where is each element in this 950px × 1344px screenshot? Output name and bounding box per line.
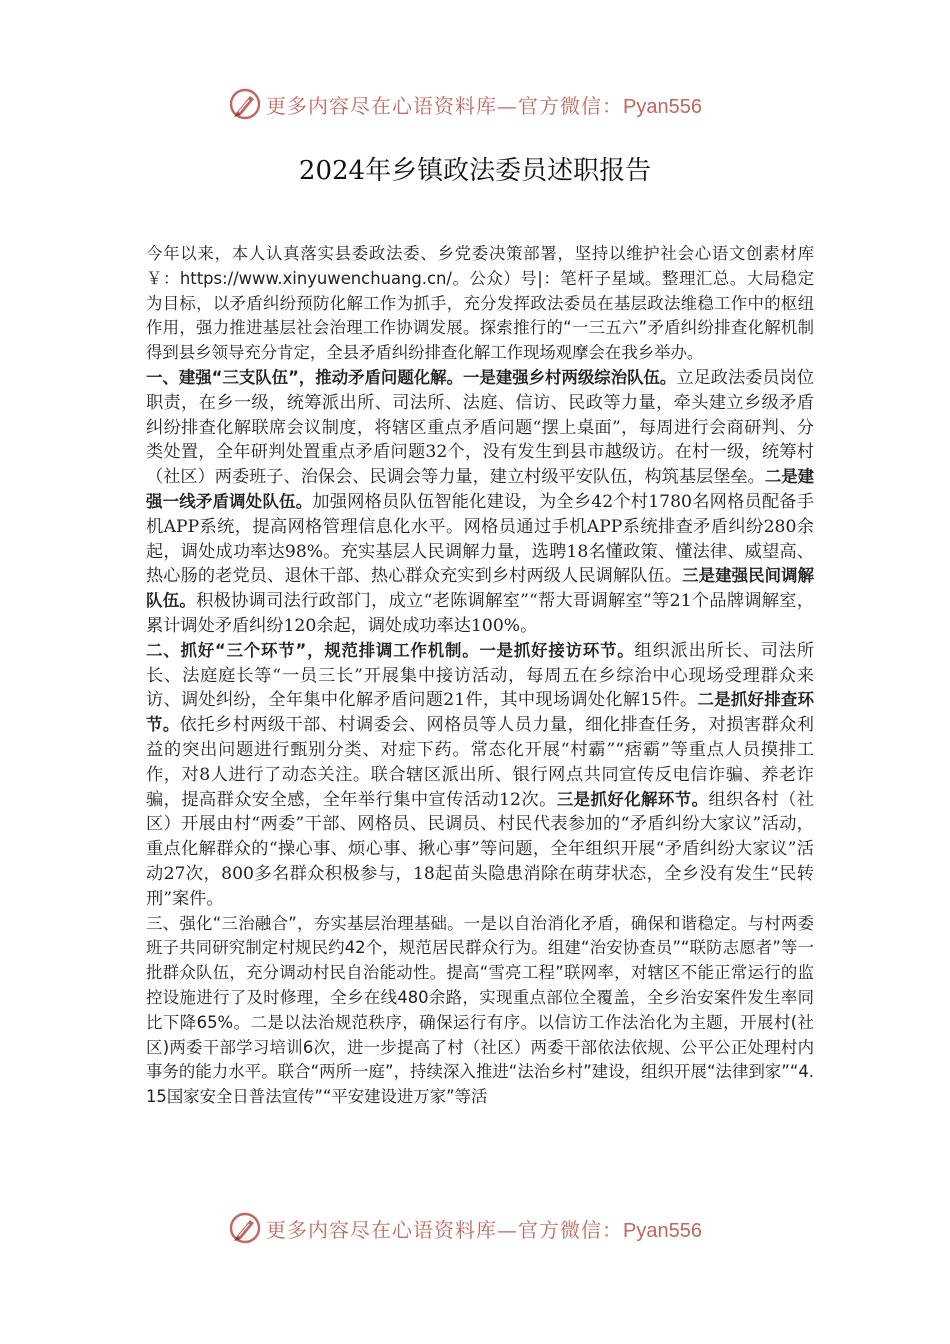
section-2-point-2-text: 依托乡村两级干部、村调委会、网格员等人员力量，细化排查任务，对损害群众利益的突出问题进行甄别分类、对症下药。常态化开展“村霸”“痞霸”等重点人员摸排工作，对8人进行了动态关注。联合辖区派出所、银行网点共同宣传反电信诈骗、养老诈骗，提高群众安全感，全年举行集中宣传活动12次。 [146, 715, 814, 810]
section-2-heading: 二、抓好“三个环节”，规范排调工作机制。 [146, 640, 480, 660]
promo-wechat-id: Pyan556 [623, 1219, 702, 1242]
section-3-paragraph: 三、强化“三治融合”，夯实基层治理基础。一是以自治消化矛盾，确保和谐稳定。与村两委班子共同研究制定村规民约42个，规范居民群众行为。组建“治安协查员”“联防志愿者”等一批群众队伍，充分调动村民自治能动性。提高“雪亮工程”联网率，对辖区不能正常运行的监控设施进行了及时修理，全乡在线480余路，实现重点部位全覆盖，全乡治安案件发生率同比下降65%。二是以法治规范秩序，确保运行有序。以信访工作法治化为主题，开展村(社区)两委干部学习培训6次，进一步提高了村（社区）两委干部依法依规、公平公正处理村内事务的能力水平。联合“两所一庭”，持续深入推进“法治乡村”建设，组织开展“法律到家”“4.15国家安全日普法宣传”“平安建设进万家”等活 [146, 913, 814, 1107]
section-1-point-1-title: 一是建强乡村两级综治队伍。 [463, 367, 677, 387]
promo-banner-bottom [228, 1208, 728, 1248]
document-title: 2024年乡镇政法委员述职报告 [298, 156, 652, 186]
section-2-point-3-text: 组织各村（社区）开展由村“两委”干部、网格员、民调员、村民代表参加的“矛盾纠纷大家议”活动，重点化解群众的“操心事、烦心事、揪心事”等问题，全年组织开展“矛盾纠纷大家议”活动27次，800多名群众积极参与，18起苗头隐患消除在萌芽状态，全乡没有发生“民转刑”案件。 [146, 789, 814, 909]
intro-paragraph: 今年以来，本人认真落实县委政法委、乡党委决策部署，坚持以维护社会心语文创素材库￥：https://www.xinyuwenchuang.cn/。公众）号|：笔杆子星域。整理汇总。大局稳定为目标，以矛盾纠纷预防化解工作为抓手，充分发挥政法委员在基层政法维稳工作中的枢纽作用，强力推进基层社会治理工作协调发展。探索推行的“一三五六”矛盾纠纷排查化解机制得到县乡领导充分肯定，全县矛盾纠纷排查化解工作现场观摩会在我乡举办。 [146, 244, 814, 363]
document-body [146, 242, 814, 1110]
promo-banner-top [228, 84, 728, 124]
fountain-pen-logo-icon [228, 87, 262, 121]
section-1-paragraph [146, 366, 814, 639]
section-1-point-2-text: 加强网格员队伍智能化建设，为全乡42个村1780名网格员配备手机APP系统，提高网格管理信息化水平。网格员通过手机APP系统排查矛盾纠纷280余起，调处成功率达98%。充实基层人民调解力量，选聘18名懂政策、懂法律、威望高、热心肠的老党员、退休干部、热心群众充实到乡村两级人民调解队伍。 [146, 491, 815, 587]
section-1-point-1-text: 立足政法委员岗位职责，在乡一级，统筹派出所、司法所、法庭、信访、民政等力量，牵头建立乡级矛盾纠纷排查化解联席会议制度，将辖区重点矛盾问题“摆上桌面”，每周进行会商研判、分类处置，全年研判处置重点矛盾问题32个，没有发生到县市越级访。在村一级，统筹村（社区）两委班子、治保会、民调会等力量，建立村级平安队伍，构筑基层堡垒。 [146, 367, 815, 488]
promo-banner-label: 更多内容尽在心语资料库—官方微信： [266, 93, 623, 118]
section-1-heading: 一、建强“三支队伍”，推动矛盾问题化解。 [146, 367, 463, 387]
section-1-point-3-text: 积极协调司法行政部门，成立“老陈调解室”“帮大哥调解室”等21个品牌调解室，累计调处矛盾纠纷120余起，调处成功率达100%。 [146, 591, 814, 636]
promo-banner-text [266, 90, 702, 119]
section-2-point-2-title: 二是抓好排查环节。 [146, 690, 814, 735]
section-2-point-3-title: 三是抓好化解环节。 [556, 789, 709, 809]
section-1-point-3-title: 三是建强民间调解队伍。 [146, 566, 814, 611]
section-2-paragraph [146, 639, 814, 912]
promo-banner-label: 更多内容尽在心语资料库—官方微信： [266, 1217, 623, 1242]
section-2-point-1-title: 一是抓好接访环节。 [479, 640, 635, 660]
section-2-point-1-text: 组织派出所长、司法所长、法庭庭长等“一员三长”开展集中接访活动，每周五在乡综治中心现场受理群众来访、调处纠纷，全年集中化解矛盾问题21件，其中现场调处化解15件。 [146, 640, 815, 711]
promo-wechat-id: Pyan556 [623, 95, 702, 118]
fountain-pen-logo-icon [228, 1211, 262, 1245]
promo-banner-text [266, 1214, 702, 1243]
section-1-point-2-title: 二是建强一线矛盾调处队伍。 [146, 467, 814, 511]
